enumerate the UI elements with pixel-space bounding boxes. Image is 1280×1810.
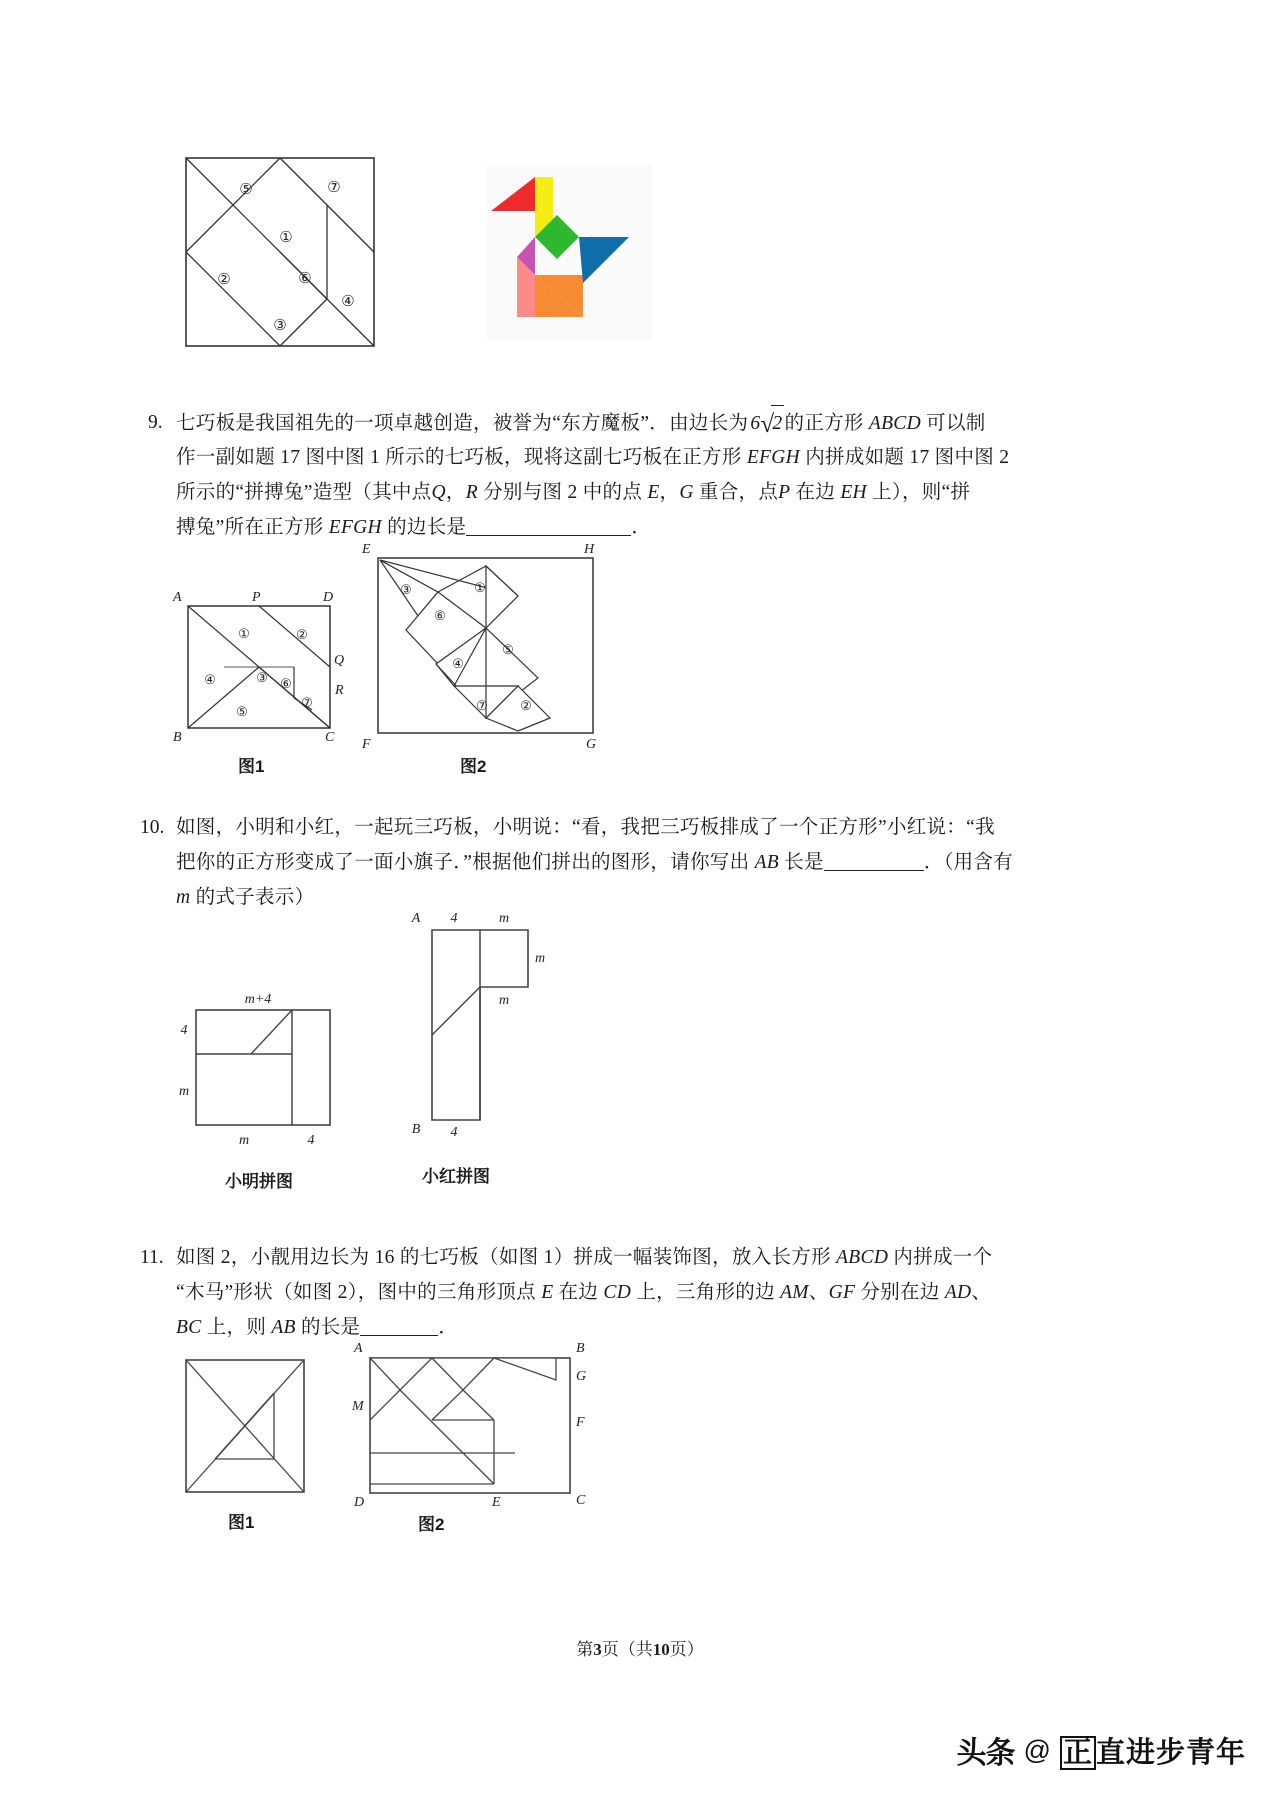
q11-l2-e: E [541, 1282, 554, 1303]
q9-l2-text-b: 内拼成如题 17 图中图 2 [805, 447, 1010, 468]
q10f2-label-m-top: m [498, 911, 510, 926]
q11-fig2-caption: 图2 [418, 1515, 445, 1534]
q11-l2-am: AM [780, 1282, 809, 1303]
tangram-piece-label: ⑥ [298, 271, 312, 287]
q10-l2-text-a: 把你的正方形变成了一面小旗子．”根据他们拼出的图形，请你写出 [176, 852, 750, 873]
q9-l2-efgh: EFGH [746, 447, 801, 468]
footer-page-number: 3 [593, 1640, 602, 1659]
q11f2-vertex-C: C [576, 1493, 586, 1508]
q9f1-piece-4: ④ [204, 672, 216, 687]
q11f2-vertex-M: M [352, 1399, 364, 1414]
q9-l2-text-a: 作一副如题 17 图中图 1 所示的七巧板，现将这副七巧板在正方形 [176, 447, 742, 468]
q11-l2-text-b: 在边 [558, 1282, 599, 1303]
q11-answer-blank[interactable] [360, 1335, 438, 1336]
q9f1-vertex-D: D [323, 590, 334, 605]
q11f2-vertex-B: B [576, 1341, 585, 1356]
q11-l3-text-b: 的长是 [300, 1317, 361, 1338]
q11-l3-text-a: 上，则 [206, 1317, 267, 1338]
q9-l3-text-a: 所示的“拼搏兔”造型（其中点 [176, 482, 432, 503]
q9f2-piece-7: ⑦ [476, 698, 488, 713]
q10-answer-blank[interactable] [824, 870, 924, 871]
q11f2-vertex-G: G [576, 1369, 587, 1384]
tangram-piece-label: ① [279, 230, 293, 246]
q9-sqrt-expression: 6√2 [748, 405, 784, 442]
q9f1-vertex-R: R [335, 683, 344, 698]
q9f1-vertex-P: P [252, 590, 261, 605]
tangram-piece-label: ⑦ [327, 180, 341, 196]
question-10-line-2 [176, 845, 1013, 880]
q9f1-piece-5: ⑤ [236, 704, 248, 719]
q10f1-label-top: m+4 [244, 992, 272, 1007]
q10f1-label-left-top: 4 [180, 1023, 188, 1038]
q11-l3-bc: BC [176, 1317, 202, 1338]
q9-figure-1 [173, 590, 348, 776]
q10f2-vertex-B: B [411, 1122, 421, 1137]
q11-l2-cd: CD [603, 1282, 632, 1303]
q9f2-piece-3: ③ [400, 582, 412, 597]
q10-l3-text-b: 的式子表示） [195, 887, 315, 908]
q9f2-piece-2: ② [520, 698, 532, 713]
q9-l4-efgh: EFGH [328, 517, 382, 538]
q9f1-vertex-B: B [173, 730, 182, 745]
q9-l3-text-h: 在边 [795, 482, 836, 503]
color-tangram-bird [487, 165, 652, 345]
q11-l2-ad: AD [944, 1282, 972, 1303]
question-11-line-3 [176, 1310, 458, 1345]
watermark-logo: 头条 [956, 1737, 1015, 1770]
question-10-line-3 [176, 880, 314, 915]
q9-l3-text-i: 上），则“拼 [872, 482, 971, 503]
tangram-piece-label: ② [217, 272, 231, 288]
q11-fig1-caption: 图1 [228, 1513, 255, 1532]
q10f2-vertex-A: A [411, 911, 421, 926]
q11-l2-gf: GF [828, 1282, 856, 1303]
q9f1-piece-3: ③ [256, 670, 268, 685]
q9f1-piece-6: ⑥ [280, 676, 292, 691]
q11-l2-text-a: “木马”形状（如图 2），图中的三角形顶点 [176, 1282, 536, 1303]
q9f2-vertex-G: G [586, 737, 597, 752]
q10-figure-xiaohong [411, 911, 602, 1186]
q11-l2-text-f: 分别在边 [860, 1282, 940, 1303]
q9-l4-text-a: 搏兔”所在正方形 [176, 517, 324, 538]
q9-l3-r: R [465, 482, 478, 503]
q9f2-vertex-F: F [362, 737, 371, 752]
question-11-line-2 [176, 1275, 991, 1310]
q9f1-vertex-Q: Q [334, 653, 345, 668]
q9-l1-abcd: ABCD [868, 413, 921, 434]
q9-l4-text-c: ． [631, 517, 652, 538]
q11-l3-ab: AB [271, 1317, 296, 1338]
q10f1-label-bottom-left: m [238, 1133, 250, 1148]
page-footer [0, 1635, 1280, 1660]
q9f1-piece-1: ① [238, 626, 250, 641]
q11-l2-text-c: 上，三角形的边 [636, 1282, 775, 1303]
watermark-author-name [1060, 1730, 1246, 1771]
q9f2-vertex-E: E [362, 542, 371, 557]
q9-sqrt-coefficient: 6 [750, 413, 761, 434]
q9f1-piece-7: ⑦ [301, 695, 313, 710]
tangram-piece-label: ③ [273, 318, 287, 334]
q9f2-piece-6: ⑥ [434, 608, 446, 623]
q9-l4-text-b: 的边长是 [387, 517, 467, 538]
tangram-piece-label: ④ [341, 294, 355, 310]
q11f2-vertex-D: D [354, 1495, 365, 1510]
q11-l1-text-b: 内拼成一个 [893, 1247, 993, 1268]
q9-l3-text-c: 分别与图 2 中的点 [483, 482, 643, 503]
q9-fig2-caption: 图2 [460, 757, 487, 776]
q9-l3-p: P [778, 482, 791, 503]
q11f2-vertex-F: F [576, 1415, 585, 1430]
watermark-rest: 直进步青年 [1095, 1736, 1246, 1769]
q10f1-label-bottom-right: 4 [307, 1133, 315, 1148]
question-10-number: 10. [140, 817, 165, 838]
question-9-line-1 [176, 405, 986, 442]
q9-l3-g: G [679, 482, 694, 503]
q9f1-piece-2: ② [296, 627, 308, 642]
q9-l3-text-f: 重合，点 [698, 482, 779, 503]
q9f2-piece-5: ⑤ [502, 642, 514, 657]
watermark-at-icon: @ [1023, 1734, 1051, 1765]
question-9-line-3 [176, 475, 970, 510]
q9-l1-text-c: 可以制 [926, 413, 986, 434]
q11-figure-1 [186, 1360, 311, 1532]
footer-prefix: 第 [576, 1640, 594, 1659]
q9-l3-eh: EH [840, 482, 867, 503]
q10-l2-text-c: ．（用含有 [923, 852, 1014, 873]
question-10-line-1: 如图，小明和小红，一起玩三巧板，小明说：“看，我把三巧板排成了一个正方形”小红说：“我 [176, 817, 995, 838]
q11-l2-text-g: 、 [971, 1282, 992, 1303]
q10-figure-xiaoming [178, 992, 346, 1191]
q9-l1-text-a: 七巧板是我国祖先的一项卓越创造，被誉为“东方魔板”．由边长为 [176, 413, 749, 434]
q10-l2-text-b: 长是 [784, 852, 824, 873]
footer-mid: 页（共 [601, 1640, 653, 1659]
question-9-line-4 [176, 510, 651, 545]
q9-l3-e: E [647, 482, 660, 503]
question-11-line-1 [176, 1240, 992, 1275]
q9-l1-text-b: 的正方形 [784, 413, 864, 434]
q11f2-vertex-E: E [492, 1495, 501, 1510]
q9f2-vertex-H: H [584, 542, 595, 557]
q9-figure-2 [362, 542, 613, 776]
q10f2-label-m-mid: m [498, 993, 510, 1008]
q9f1-vertex-C: C [325, 730, 335, 745]
q10-fig1-caption: 小明拼图 [225, 1172, 293, 1191]
q11-figure-2 [352, 1341, 600, 1534]
question-9-number: 9. [148, 412, 163, 433]
top-tangram-figure [186, 158, 376, 348]
question-9-line-2 [176, 440, 1009, 475]
q9f2-piece-1: ① [474, 580, 486, 595]
question-11-number: 11. [140, 1247, 164, 1268]
q11-l3-text-c: ． [438, 1317, 459, 1338]
q10f1-label-left-bottom: m [178, 1084, 190, 1099]
q9f1-vertex-A: A [173, 590, 182, 605]
q9-l3-text-d: ， [659, 482, 680, 503]
tangram-piece-label: ⑤ [239, 182, 253, 198]
q11-l1-text-a: 如图 2，小靓用边长为 16 的七巧板（如图 1）拼成一幅装饰图，放入长方形 [176, 1247, 831, 1268]
watermark [957, 1728, 1246, 1772]
q9-fig1-caption: 图1 [238, 757, 265, 776]
q10f2-label-m-right: m [534, 951, 546, 966]
q11-l2-text-d: 、 [808, 1282, 829, 1303]
q11f2-vertex-A: A [354, 1341, 363, 1356]
footer-total-pages: 10 [652, 1640, 670, 1659]
q10-l3-m: m [176, 887, 191, 908]
q10f2-label-4-bottom: 4 [450, 1125, 458, 1140]
q10-fig2-caption: 小红拼图 [422, 1167, 490, 1186]
q11-l1-abcd: ABCD [836, 1247, 889, 1268]
q9-answer-blank[interactable] [466, 535, 631, 536]
watermark-boxed-char: 正 [1060, 1736, 1096, 1770]
footer-suffix: 页） [669, 1640, 704, 1659]
q9f2-piece-4: ④ [452, 656, 464, 671]
q9-sqrt-radicand: 2 [771, 405, 784, 441]
q10-l2-ab: AB [754, 852, 780, 873]
q10f2-label-4-top: 4 [450, 911, 458, 926]
q9-l3-text-b: ， [445, 482, 466, 503]
q9-l3-q: Q [431, 482, 446, 503]
